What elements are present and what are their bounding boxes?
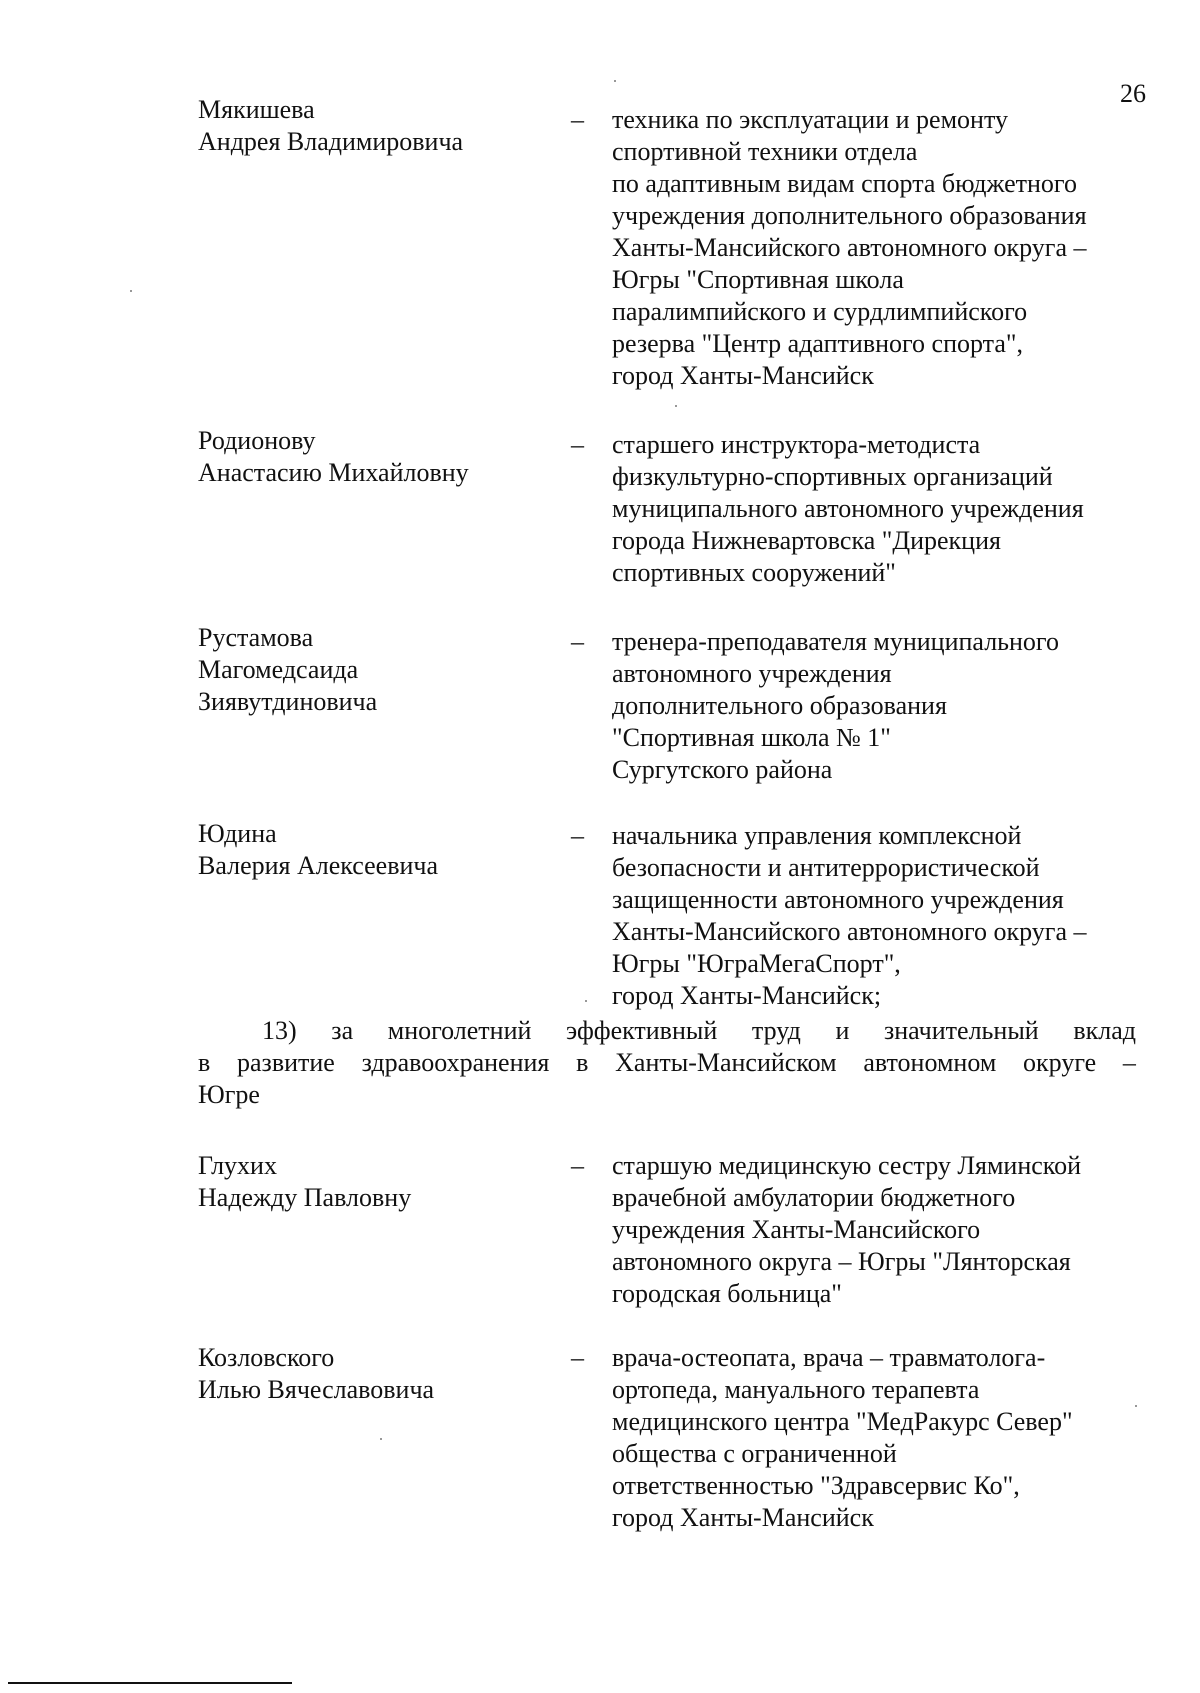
- paragraph-word: труд: [751, 1016, 801, 1045]
- description-line: начальника управления комплексной: [612, 821, 1022, 850]
- description-line: ответственностью "Здравсервис Ко",: [612, 1471, 1020, 1500]
- person-name: [198, 94, 558, 158]
- description-line: тренера-преподавателя муниципального: [612, 627, 1059, 656]
- paragraph-word: 13): [262, 1016, 297, 1045]
- paragraph-word: в: [576, 1048, 589, 1077]
- paragraph-word: Ханты-Мансийском: [615, 1048, 837, 1077]
- description-line: резерва "Центр адаптивного спорта",: [612, 329, 1023, 358]
- paragraph-word: здравоохранения: [361, 1048, 550, 1077]
- person-given-names: Андрея Владимировича: [198, 127, 464, 156]
- person-name: [198, 425, 558, 489]
- description-line: спортивных сооружений": [612, 558, 896, 587]
- paragraph-line: Югре: [198, 1080, 260, 1109]
- position-description: [612, 820, 1132, 1012]
- person-name: [198, 1150, 558, 1214]
- person-surname: Рустамова: [198, 623, 314, 652]
- person-surname: Родионову: [198, 426, 316, 455]
- description-line: муниципального автономного учреждения: [612, 494, 1084, 523]
- description-line: учреждения Ханты-Мансийского: [612, 1215, 981, 1244]
- paragraph-word: эффективный: [566, 1016, 718, 1045]
- person-given-names: Валерия Алексеевича: [198, 851, 439, 880]
- description-line: Югры "Спортивная школа: [612, 265, 904, 294]
- description-line: ортопеда, мануального терапевта: [612, 1375, 980, 1404]
- description-line: медицинского центра "МедРакурс Север": [612, 1407, 1073, 1436]
- position-description: [612, 429, 1132, 589]
- position-description: [612, 104, 1132, 392]
- section-paragraph: [198, 1015, 1136, 1111]
- scan-speck: [130, 290, 132, 292]
- paragraph-word: вклад: [1073, 1016, 1136, 1045]
- description-line: Югры "ЮграМегаСпорт",: [612, 949, 901, 978]
- dash-separator: –: [571, 105, 584, 134]
- description-line: город Ханты-Мансийск: [612, 1503, 874, 1532]
- description-line: старшего инструктора-методиста: [612, 430, 981, 459]
- description-line: Ханты-Мансийского автономного округа –: [612, 233, 1087, 262]
- scan-speck: [675, 405, 677, 407]
- description-line: автономного округа – Югры "Лянторская: [612, 1247, 1071, 1276]
- description-line: Сургутского района: [612, 755, 833, 784]
- description-line: врачебной амбулатории бюджетного: [612, 1183, 1016, 1212]
- description-line: Ханты-Мансийского автономного округа –: [612, 917, 1087, 946]
- scan-speck: [1135, 1405, 1137, 1407]
- description-line: автономного учреждения: [612, 659, 892, 688]
- paragraph-word: многолетний: [387, 1016, 532, 1045]
- description-line: техника по эксплуатации и ремонту: [612, 105, 1008, 134]
- person-surname: Юдина: [198, 819, 277, 848]
- position-description: [612, 1342, 1132, 1534]
- description-line: паралимпийского и сурдлимпийского: [612, 297, 1028, 326]
- person-given-names: Илью Вячеславовича: [198, 1375, 435, 1404]
- person-name: [198, 1342, 558, 1406]
- paragraph-word: –: [1122, 1048, 1136, 1077]
- description-line: дополнительного образования: [612, 691, 947, 720]
- scan-speck: [380, 1438, 382, 1440]
- paragraph-word: и: [835, 1016, 850, 1045]
- paragraph-word: округе: [1023, 1048, 1097, 1077]
- description-line: врача-остеопата, врача – травматолога-: [612, 1343, 1046, 1372]
- paragraph-line: [198, 1047, 1136, 1079]
- dash-separator: –: [571, 430, 584, 459]
- description-line: город Ханты-Мансийск: [612, 361, 874, 390]
- scan-speck: [585, 1000, 587, 1002]
- person-given-names: Анастасию Михайловну: [198, 458, 469, 487]
- position-description: [612, 626, 1132, 786]
- description-line: физкультурно-спортивных организаций: [612, 462, 1053, 491]
- position-description: [612, 1150, 1132, 1310]
- paragraph-word: за: [331, 1016, 354, 1045]
- dash-separator: –: [571, 821, 584, 850]
- person-name: [198, 622, 558, 718]
- footer-rule: [8, 1682, 292, 1684]
- description-line: старшую медицинскую сестру Ляминской: [612, 1151, 1082, 1180]
- person-patronymic: Зиявутдиновича: [198, 687, 378, 716]
- person-surname: Глухих: [198, 1151, 277, 1180]
- paragraph-word: в: [198, 1048, 211, 1077]
- description-line: безопасности и антитеррористической: [612, 853, 1040, 882]
- person-given-names: Надежду Павловну: [198, 1183, 412, 1212]
- dash-separator: –: [571, 1151, 584, 1180]
- dash-separator: –: [571, 627, 584, 656]
- person-given-names: Магомедсаида: [198, 655, 359, 684]
- person-surname: Козловского: [198, 1343, 335, 1372]
- description-line: города Нижневартовска "Дирекция: [612, 526, 1001, 555]
- description-line: общества с ограниченной: [612, 1439, 897, 1468]
- description-line: спортивной техники отдела: [612, 137, 918, 166]
- person-name: [198, 818, 558, 882]
- description-line: по адаптивным видам спорта бюджетного: [612, 169, 1077, 198]
- description-line: учреждения дополнительного образования: [612, 201, 1087, 230]
- description-line: защищенности автономного учреждения: [612, 885, 1064, 914]
- description-line: город Ханты-Мансийск;: [612, 981, 882, 1010]
- paragraph-line: [198, 1015, 1136, 1047]
- paragraph-word: автономном: [863, 1048, 997, 1077]
- dash-separator: –: [571, 1343, 584, 1372]
- scan-speck: [614, 80, 616, 82]
- description-line: "Спортивная школа № 1": [612, 723, 891, 752]
- person-surname: Мякишева: [198, 95, 315, 124]
- description-line: городская больница": [612, 1279, 842, 1308]
- paragraph-word: значительный: [884, 1016, 1039, 1045]
- page-number: 26: [1120, 79, 1146, 108]
- paragraph-word: развитие: [237, 1048, 335, 1077]
